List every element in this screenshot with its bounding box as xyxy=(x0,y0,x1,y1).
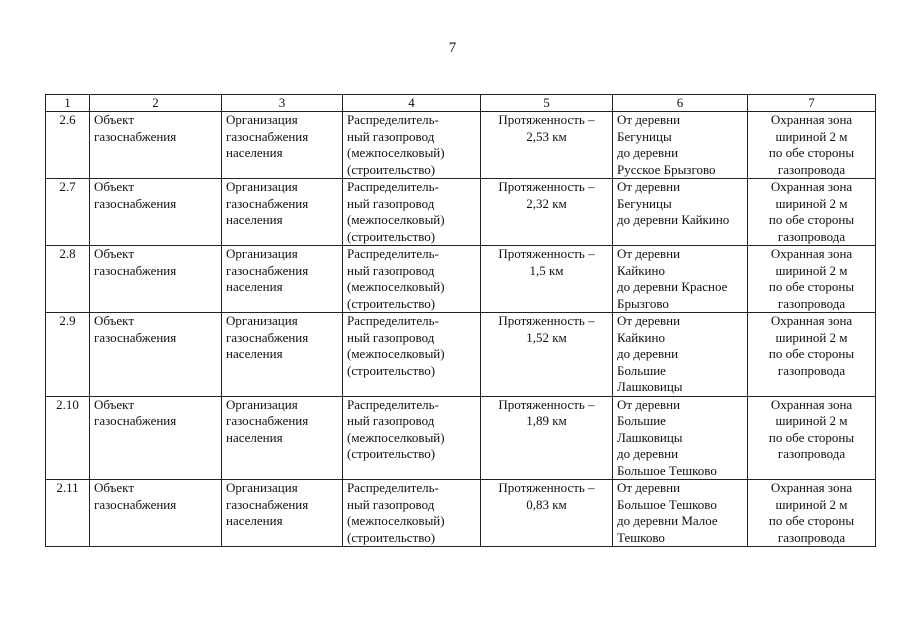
location-cell xyxy=(613,396,748,480)
column-header: 2 xyxy=(90,95,222,112)
cell-text-line: Охранная зона xyxy=(770,313,853,328)
object-cell xyxy=(90,396,222,480)
cell-text-line: Охранная зона xyxy=(770,480,853,495)
cell-text-line: населения xyxy=(226,279,283,294)
pipeline-type-cell xyxy=(343,313,481,397)
pipeline-type-cell xyxy=(343,112,481,179)
cell-text-line: до деревни xyxy=(617,145,679,160)
protection-zone-cell xyxy=(748,480,876,547)
cell-text-line: Протяженность – xyxy=(498,313,595,328)
protection-zone-cell xyxy=(748,396,876,480)
length-cell xyxy=(481,480,613,547)
purpose-cell xyxy=(222,112,343,179)
column-header: 7 xyxy=(748,95,876,112)
cell-text-line: Большое Тешково xyxy=(617,496,717,512)
purpose-cell xyxy=(222,246,343,313)
table-row xyxy=(46,246,876,313)
cell-text-line: 2,32 км xyxy=(526,195,567,211)
cell-text-line: Большие xyxy=(617,413,666,428)
cell-text-line: газоснабжения xyxy=(226,413,309,428)
cell-text-line: Охранная зона xyxy=(770,396,853,412)
cell-text-line: населения xyxy=(226,212,283,227)
cell-text-line: (межпоселковый) xyxy=(347,212,445,227)
cell-text-line: Объект xyxy=(94,396,134,412)
purpose-cell xyxy=(222,313,343,397)
protection-zone-cell xyxy=(748,112,876,179)
cell-text-line: ный газопровод xyxy=(347,329,435,345)
cell-text-line: Организация xyxy=(226,112,298,127)
cell-text-line: От деревни xyxy=(617,246,681,261)
row-number-cell: 2.11 xyxy=(46,480,90,547)
cell-text-line: по обе стороны xyxy=(768,429,855,445)
cell-text-line: по обе стороны xyxy=(768,513,855,528)
cell-text-line: газопровода xyxy=(777,446,846,461)
cell-text-line: шириной 2 м xyxy=(775,329,848,345)
cell-text-line: до деревни Малое xyxy=(617,513,718,528)
pipeline-type-cell xyxy=(343,480,481,547)
cell-text-line: населения xyxy=(226,513,283,528)
cell-text-line: ный газопровод xyxy=(347,195,435,211)
cell-text-line: (межпоселковый) xyxy=(347,429,445,445)
cell-text-line: газопровода xyxy=(777,362,846,378)
cell-text-line: шириной 2 м xyxy=(775,413,848,428)
cell-text-line: (строительство) xyxy=(347,228,436,244)
cell-text-line: Распределитель- xyxy=(347,112,439,127)
table-row xyxy=(46,396,876,480)
cell-text-line: газоснабжения xyxy=(226,496,309,512)
cell-text-line: Тешково xyxy=(617,529,665,545)
cell-text-line: Большие xyxy=(617,362,666,378)
pipeline-type-cell xyxy=(343,396,481,480)
column-header: 6 xyxy=(613,95,748,112)
cell-text-line: Лашковицы xyxy=(617,379,683,394)
cell-text-line: (строительство) xyxy=(347,161,436,177)
cell-text-line: газоснабжения xyxy=(94,195,177,211)
table-row xyxy=(46,112,876,179)
cell-text-line: 1,52 км xyxy=(526,329,567,345)
table-row xyxy=(46,313,876,397)
column-number-row xyxy=(46,95,876,112)
cell-text-line: 1,5 км xyxy=(529,262,564,278)
cell-text-line: газоснабжения xyxy=(226,128,309,144)
cell-text-line: 1,89 км xyxy=(526,413,567,428)
cell-text-line: по обе стороны xyxy=(768,279,855,294)
location-cell xyxy=(613,313,748,397)
cell-text-line: (межпоселковый) xyxy=(347,279,445,294)
cell-text-line: Объект xyxy=(94,179,134,194)
purpose-cell xyxy=(222,480,343,547)
cell-text-line: газопровода xyxy=(777,295,846,311)
cell-text-line: (строительство) xyxy=(347,295,436,311)
protection-zone-cell xyxy=(748,179,876,246)
cell-text-line: Организация xyxy=(226,179,298,194)
row-number-cell: 2.9 xyxy=(46,313,90,397)
cell-text-line: Охранная зона xyxy=(770,179,853,194)
cell-text-line: Бегуницы xyxy=(617,195,672,211)
cell-text-line: Распределитель- xyxy=(347,246,439,261)
cell-text-line: газоснабжения xyxy=(226,195,309,211)
cell-text-line: 0,83 км xyxy=(526,496,567,512)
cell-text-line: шириной 2 м xyxy=(775,262,848,278)
row-number-cell: 2.7 xyxy=(46,179,90,246)
cell-text-line: Протяженность – xyxy=(498,480,595,495)
cell-text-line: газоснабжения xyxy=(226,262,309,278)
column-header: 1 xyxy=(46,95,90,112)
cell-text-line: газопровода xyxy=(777,529,846,545)
cell-text-line: 2,53 км xyxy=(526,128,567,144)
cell-text-line: по обе стороны xyxy=(768,145,855,160)
column-header: 3 xyxy=(222,95,343,112)
cell-text-line: до деревни Кайкино xyxy=(617,212,730,227)
length-cell xyxy=(481,179,613,246)
cell-text-line: Распределитель- xyxy=(347,396,439,412)
cell-text-line: по обе стороны xyxy=(768,346,855,361)
length-cell xyxy=(481,313,613,397)
table-row xyxy=(46,480,876,547)
object-cell xyxy=(90,179,222,246)
cell-text-line: Большое Тешково xyxy=(617,462,717,478)
cell-text-line: Протяженность – xyxy=(498,396,595,412)
purpose-cell xyxy=(222,179,343,246)
cell-text-line: Организация xyxy=(226,396,298,412)
cell-text-line: (строительство) xyxy=(347,529,436,545)
cell-text-line: Кайкино xyxy=(617,262,665,278)
length-cell xyxy=(481,112,613,179)
location-cell xyxy=(613,179,748,246)
cell-text-line: (строительство) xyxy=(347,446,436,461)
gas-objects-table xyxy=(45,94,876,547)
cell-text-line: Объект xyxy=(94,246,134,261)
pipeline-type-cell xyxy=(343,246,481,313)
cell-text-line: Лашковицы xyxy=(617,429,683,445)
cell-text-line: От деревни xyxy=(617,480,681,495)
cell-text-line: Объект xyxy=(94,313,134,328)
location-cell xyxy=(613,112,748,179)
cell-text-line: населения xyxy=(226,429,283,445)
cell-text-line: (межпоселковый) xyxy=(347,145,445,160)
cell-text-line: Распределитель- xyxy=(347,480,439,495)
cell-text-line: шириной 2 м xyxy=(775,195,848,211)
cell-text-line: От деревни xyxy=(617,179,681,194)
cell-text-line: Охранная зона xyxy=(770,112,853,127)
cell-text-line: газоснабжения xyxy=(94,413,177,428)
cell-text-line: Кайкино xyxy=(617,329,665,345)
length-cell xyxy=(481,246,613,313)
cell-text-line: ный газопровод xyxy=(347,496,435,512)
column-header: 5 xyxy=(481,95,613,112)
cell-text-line: газопровода xyxy=(777,161,846,177)
purpose-cell xyxy=(222,396,343,480)
cell-text-line: Организация xyxy=(226,246,298,261)
cell-text-line: От деревни xyxy=(617,112,681,127)
cell-text-line: Русское Брызгово xyxy=(617,161,716,177)
cell-text-line: газоснабжения xyxy=(94,329,177,345)
row-number-cell: 2.6 xyxy=(46,112,90,179)
location-cell xyxy=(613,246,748,313)
object-cell xyxy=(90,480,222,547)
cell-text-line: до деревни xyxy=(617,446,679,461)
object-cell xyxy=(90,246,222,313)
cell-text-line: Распределитель- xyxy=(347,179,439,194)
cell-text-line: Протяженность – xyxy=(498,179,595,194)
table-header xyxy=(46,95,876,112)
cell-text-line: (строительство) xyxy=(347,362,436,378)
cell-text-line: От деревни xyxy=(617,313,681,328)
cell-text-line: Охранная зона xyxy=(770,246,853,261)
object-cell xyxy=(90,112,222,179)
cell-text-line: (межпоселковый) xyxy=(347,513,445,528)
cell-text-line: населения xyxy=(226,346,283,361)
cell-text-line: Бегуницы xyxy=(617,128,672,144)
cell-text-line: Объект xyxy=(94,480,134,495)
cell-text-line: до деревни Красное xyxy=(617,279,728,294)
page-number: 7 xyxy=(448,40,457,56)
cell-text-line: Распределитель- xyxy=(347,313,439,328)
cell-text-line: газоснабжения xyxy=(94,496,177,512)
cell-text-line: Организация xyxy=(226,313,298,328)
protection-zone-cell xyxy=(748,313,876,397)
cell-text-line: От деревни xyxy=(617,396,681,412)
cell-text-line: ный газопровод xyxy=(347,413,435,428)
cell-text-line: Объект xyxy=(94,112,134,127)
cell-text-line: шириной 2 м xyxy=(775,128,848,144)
table-body xyxy=(46,112,876,547)
cell-text-line: Протяженность – xyxy=(498,112,595,127)
object-cell xyxy=(90,313,222,397)
cell-text-line: газоснабжения xyxy=(94,262,177,278)
cell-text-line: Брызгово xyxy=(617,295,669,311)
cell-text-line: ный газопровод xyxy=(347,262,435,278)
cell-text-line: Организация xyxy=(226,480,298,495)
cell-text-line: газоснабжения xyxy=(94,128,177,144)
table-row xyxy=(46,179,876,246)
cell-text-line: шириной 2 м xyxy=(775,496,848,512)
pipeline-type-cell xyxy=(343,179,481,246)
location-cell xyxy=(613,480,748,547)
row-number-cell: 2.8 xyxy=(46,246,90,313)
cell-text-line: Протяженность – xyxy=(498,246,595,261)
cell-text-line: (межпоселковый) xyxy=(347,346,445,361)
column-header: 4 xyxy=(343,95,481,112)
cell-text-line: по обе стороны xyxy=(768,212,855,227)
cell-text-line: газопровода xyxy=(777,228,846,244)
cell-text-line: до деревни xyxy=(617,346,679,361)
cell-text-line: населения xyxy=(226,145,283,160)
cell-text-line: газоснабжения xyxy=(226,329,309,345)
length-cell xyxy=(481,396,613,480)
row-number-cell: 2.10 xyxy=(46,396,90,480)
protection-zone-cell xyxy=(748,246,876,313)
cell-text-line: ный газопровод xyxy=(347,128,435,144)
